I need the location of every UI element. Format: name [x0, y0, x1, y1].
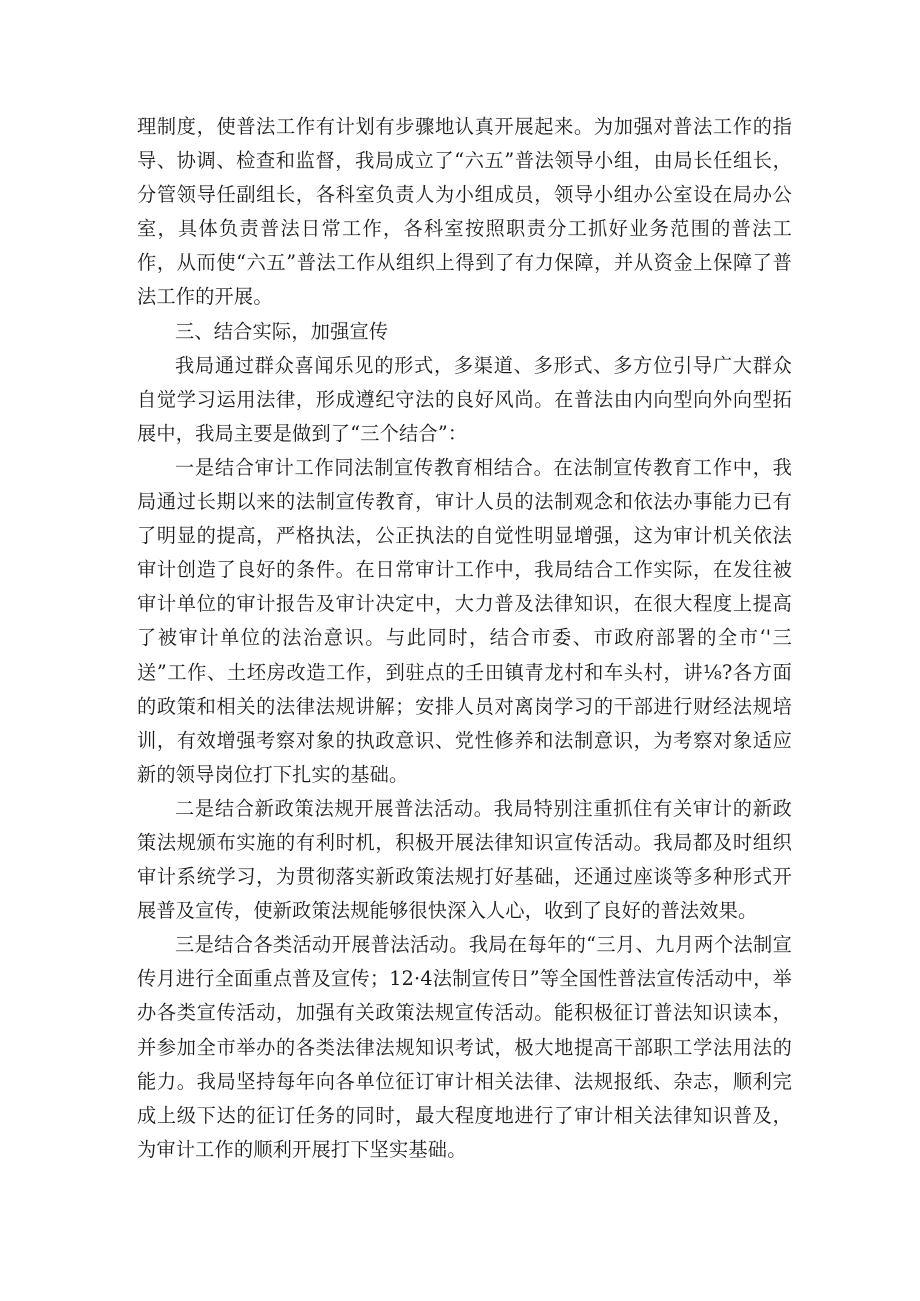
section-heading: 三、结合实际，加强宣传 [175, 319, 389, 343]
document-body [137, 110, 792, 1167]
paragraph-continuation: 理制度，使普法工作有计划有步骤地认真开展起来。为加强对普法工作的指导、协调、检查和监督，我局成立了“六五”普法领导小组，由局长任组长，分管领导任副组长，各科室负责人为小组成员，领导小组办公室设在局办公室，具体负责普法日常工作，各科室按照职责分工抓好业务范围的普法工作，从而使“六五”普法工作从组织上得到了有力保障，并从资金上保障了普法工作的开展。 [137, 115, 792, 309]
paragraph-intro: 我局通过群众喜闻乐见的形式，多渠道、多形式、多方位引导广大群众自觉学习运用法律，形成遵纪守法的良好风尚。在普法由内向型向外向型拓展中，我局主要是做到了“三个结合”： [137, 353, 792, 445]
paragraph-first-combination: 一是结合审计工作同法制宣传教育相结合。在法制宣传教育工作中，我局通过长期以来的法制宣传教育，审计人员的法制观念和依法办事能力已有了明显的提高，严格执法，公正执法的自觉性明显增强，这为审计机关依法审计创造了良好的条件。在日常审计工作中，我局结合工作实际，在发往被审计单位的审计报告及审计决定中，大力普及法律知识，在很大程度上提高了被审计单位的法治意识。与此同时，结合市委、市政府部署的全市‘'三送”工作、土坯房改造工作，到驻点的壬田镇青龙村和车头村，讲⅛?各方面的政策和相关的法律法规讲解；安排人员对离岗学习的干部进行财经法规培训，有效增强考察对象的执政意识、党性修养和法制意识，为考察对象适应新的领导岗位打下扎实的基础。 [137, 455, 792, 786]
paragraph-third-combination: 三是结合各类活动开展普法活动。我局在每年的“三月、九月两个法制宣传月进行全面重点普及宣传；12·4法制宣传日”等全国性普法宣传活动中，举办各类宣传活动，加强有关政策法规宣传活动。能积极征订普法知识读本，并参加全市举办的各类法律法规知识考试，极大地提高干部职工学法用法的能力。我局坚持每年向各单位征订审计相关法律、法规报纸、杂志，顺利完成上级下达的征订任务的同时，最大程度地进行了审计相关法律知识普及，为审计工作的顺利开展打下坚实基础。 [137, 933, 792, 1161]
paragraph-second-combination: 二是结合新政策法规开展普法活动。我局特别注重抓住有关审计的新政策法规颁布实施的有利时机，积极开展法律知识宣传活动。我局都及时组织审计系统学习，为贯彻落实新政策法规打好基础，还通过座谈等多种形式开展普及宣传，使新政策法规能够很快深入人心，收到了良好的普法效果。 [137, 796, 792, 923]
